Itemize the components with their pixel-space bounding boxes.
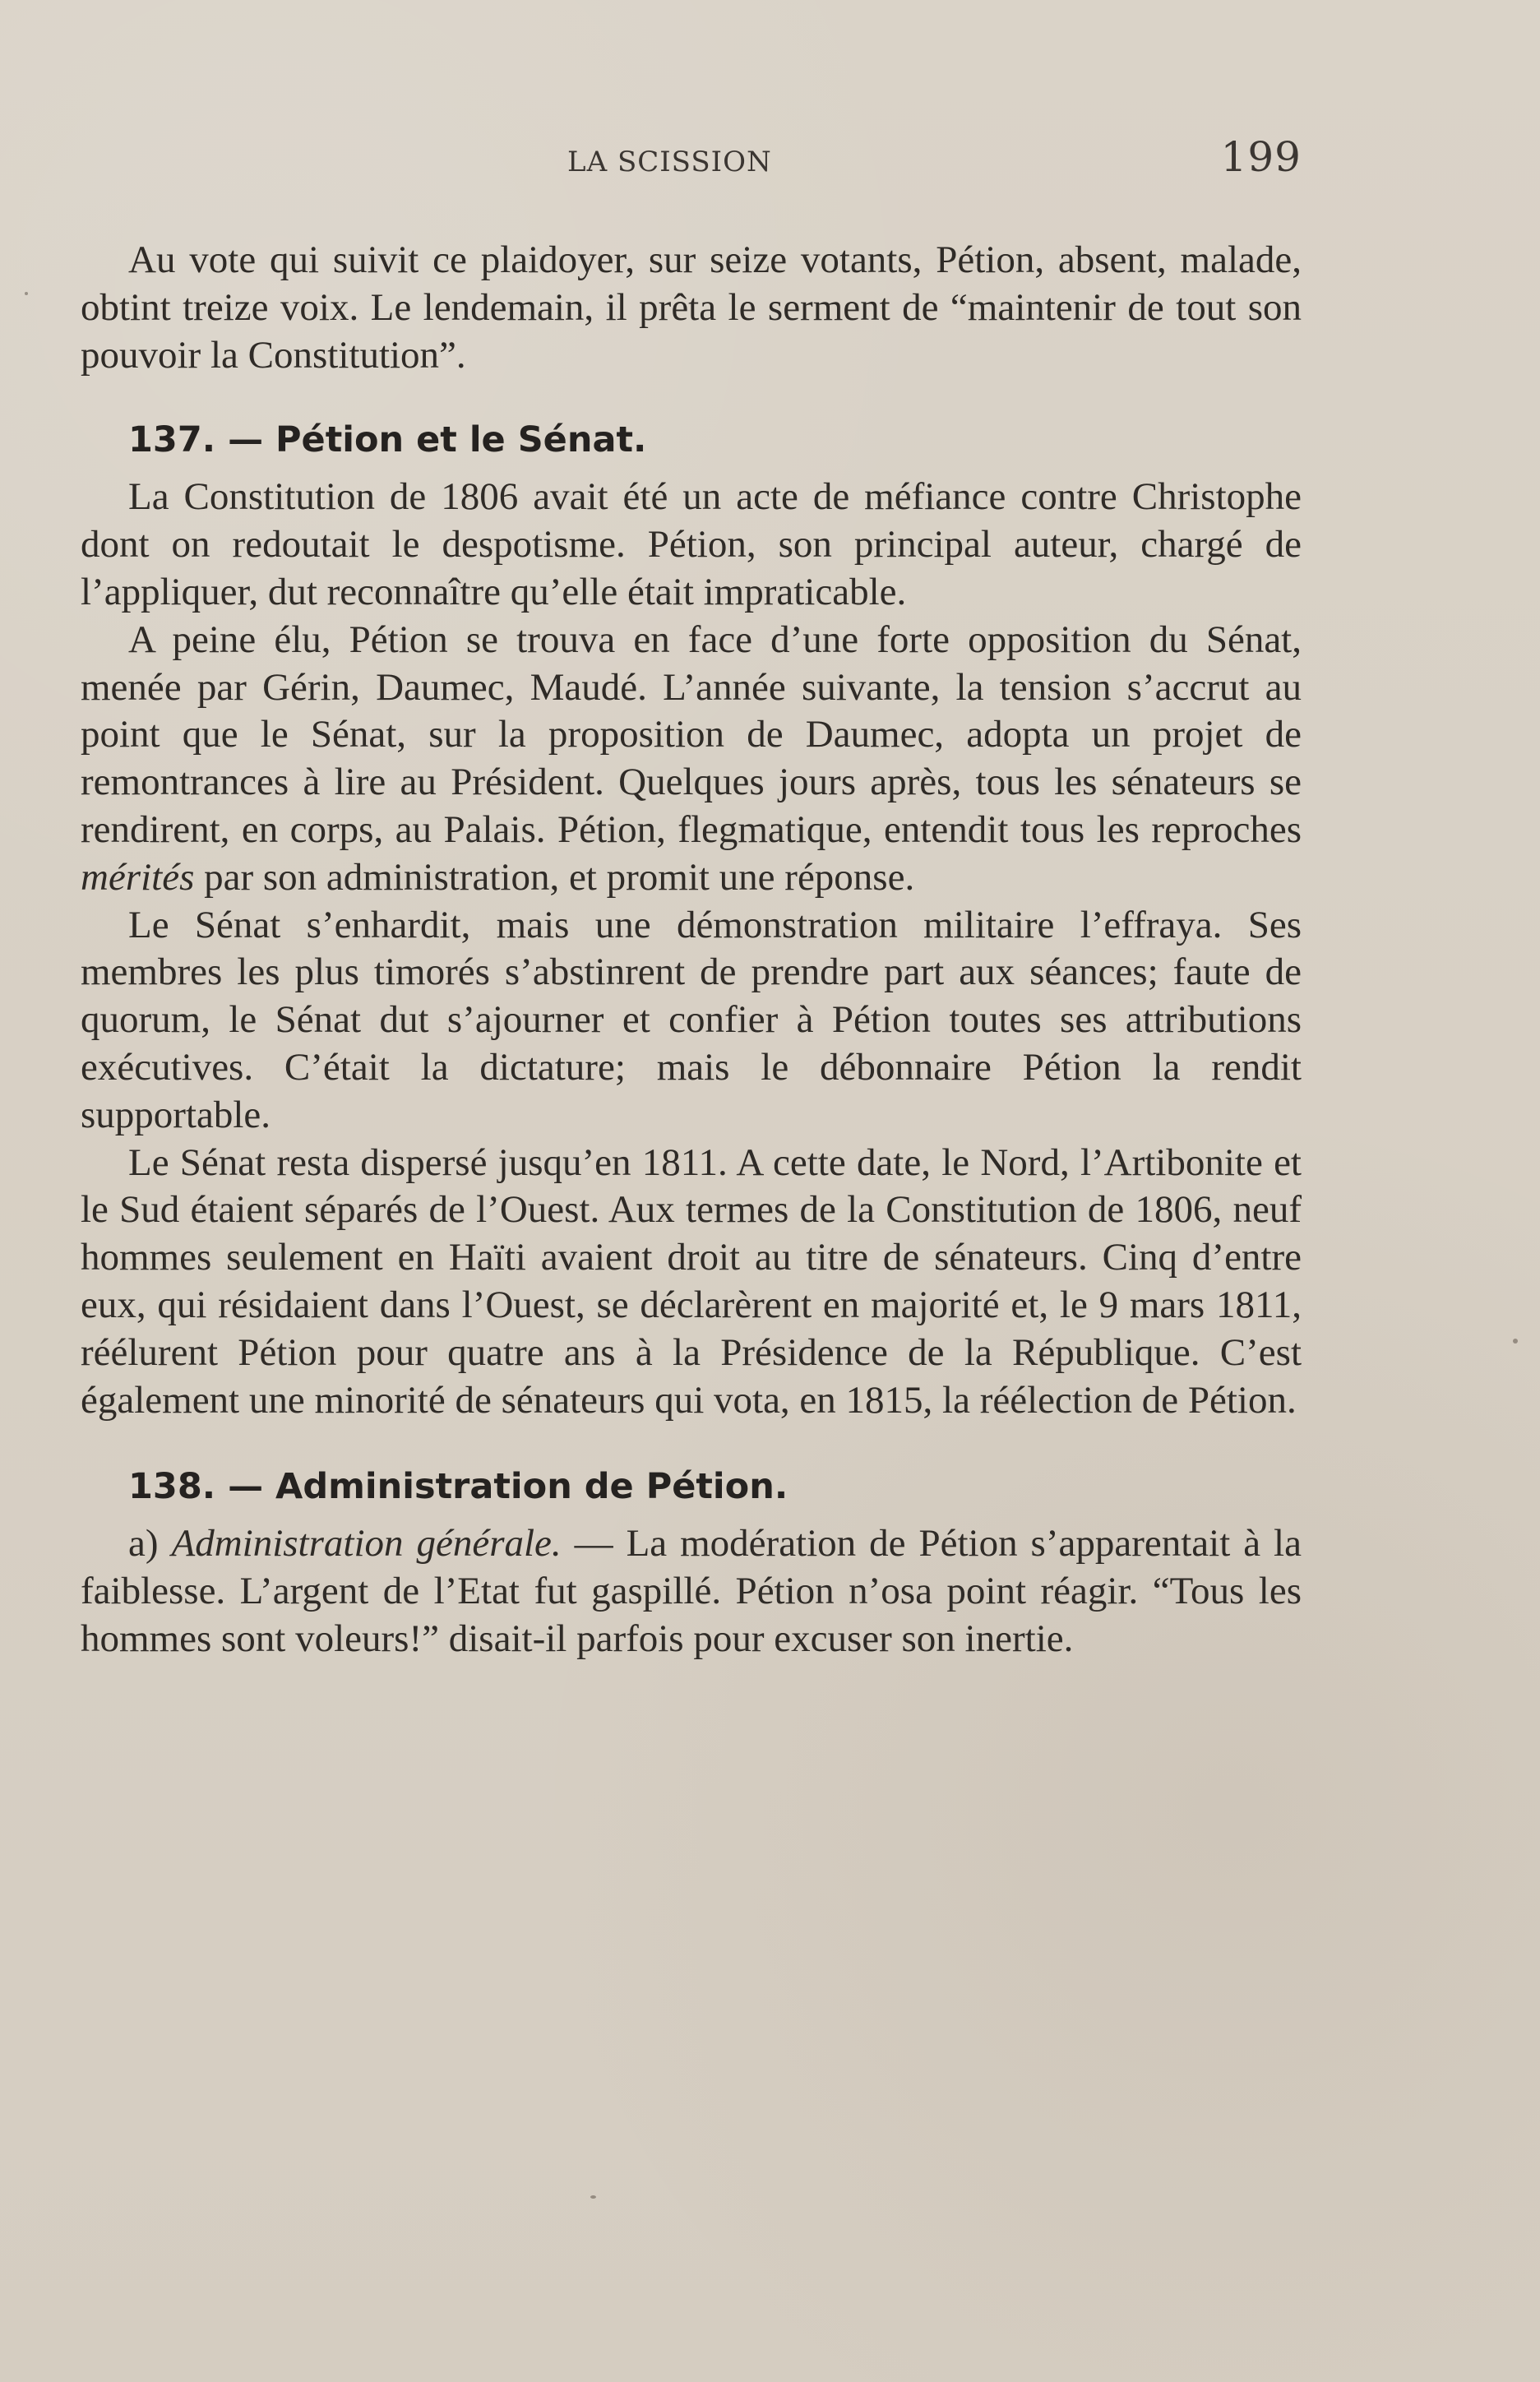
paragraph-administration-text: — La modération de Pétion s’apparentait à la faiblesse. L’argent de l’Etat fut gaspillé. Pétion n’osa point réagir. “Tous les hommes sont voleurs!” disait-il parfois pour excuser son inertie.	[81, 1522, 1302, 1660]
paragraph-opposition-text-1: A peine élu, Pétion se trouva en face d’une forte opposition du Sénat, menée par Gérin, Daumec, Maudé. L’année suivante, la tension s’accrut au point que le Sénat, sur la proposition de Daumec, adopta un projet de remontrances à lire au Président. Quelques jours après, tous les sénateurs se rendirent, en corps, au Palais. Pétion, flegmatique, entendit tous les reproches	[81, 617, 1302, 851]
paragraph-opposition-italic: mérités	[81, 855, 195, 899]
paper-speck	[25, 292, 28, 295]
page-header	[81, 133, 1302, 191]
paragraph-administration-italic: Administration générale.	[171, 1522, 562, 1566]
paragraph-constitution: La Constitution de 1806 avait été un acte de méfiance contre Christophe dont on redoutait le despotisme. Pétion, son principal auteur, chargé de l’appliquer, dut reconnaître qu’elle était impraticable.	[81, 475, 1302, 613]
paragraph-intro: Au vote qui suivit ce plaidoyer, sur seize votants, Pétion, absent, malade, obtint treize voix. Le lendemain, il prêta le serment de “maintenir de tout son pouvoir la Constitution”.	[81, 238, 1302, 377]
paper-speck	[590, 2195, 596, 2199]
paragraph-opposition	[81, 617, 1302, 902]
paragraph-senat-dictature: Le Sénat s’enhardit, mais une démonstration militaire l’effraya. Ses membres les plus timorés s’abstinrent de prendre part aux séances; faute de quorum, le Sénat dut s’ajourner et confier à Pétion toutes ses attributions exécutives. C’était la dictature; mais le débonnaire Pétion la rendit supportable.	[81, 903, 1302, 1136]
paragraph-administration-prefix: a)	[128, 1522, 172, 1566]
paragraph-senat-1811: Le Sénat resta dispersé jusqu’en 1811. A cette date, le Nord, l’Artibonite et le Sud étaient séparés de l’Ouest. Aux termes de la Constitution de 1806, neuf hommes seulement en Haïti avaient droit au titre de sénateurs. Cinq d’entre eux, qui résidaient dans l’Ouest, se déclarèrent en majorité et, le 9 mars 1811, réélurent Pétion pour quatre ans à la Présidence de la République. C’est également une minorité de sénateurs qui vota, en 1815, la réélection de Pétion.	[81, 1140, 1302, 1422]
page-number: 199	[1220, 133, 1302, 181]
paragraph-administration	[81, 1520, 1302, 1663]
section-heading-138: 138. — Administration de Pétion.	[128, 1466, 788, 1508]
paper-speck	[1513, 1339, 1518, 1344]
section-heading-137: 137. — Pétion et le Sénat.	[128, 419, 647, 461]
paragraph-opposition-text-2: par son administration, et promit une réponse.	[194, 855, 915, 899]
page-content	[81, 237, 1302, 1663]
running-head: LA SCISSION	[567, 146, 772, 178]
